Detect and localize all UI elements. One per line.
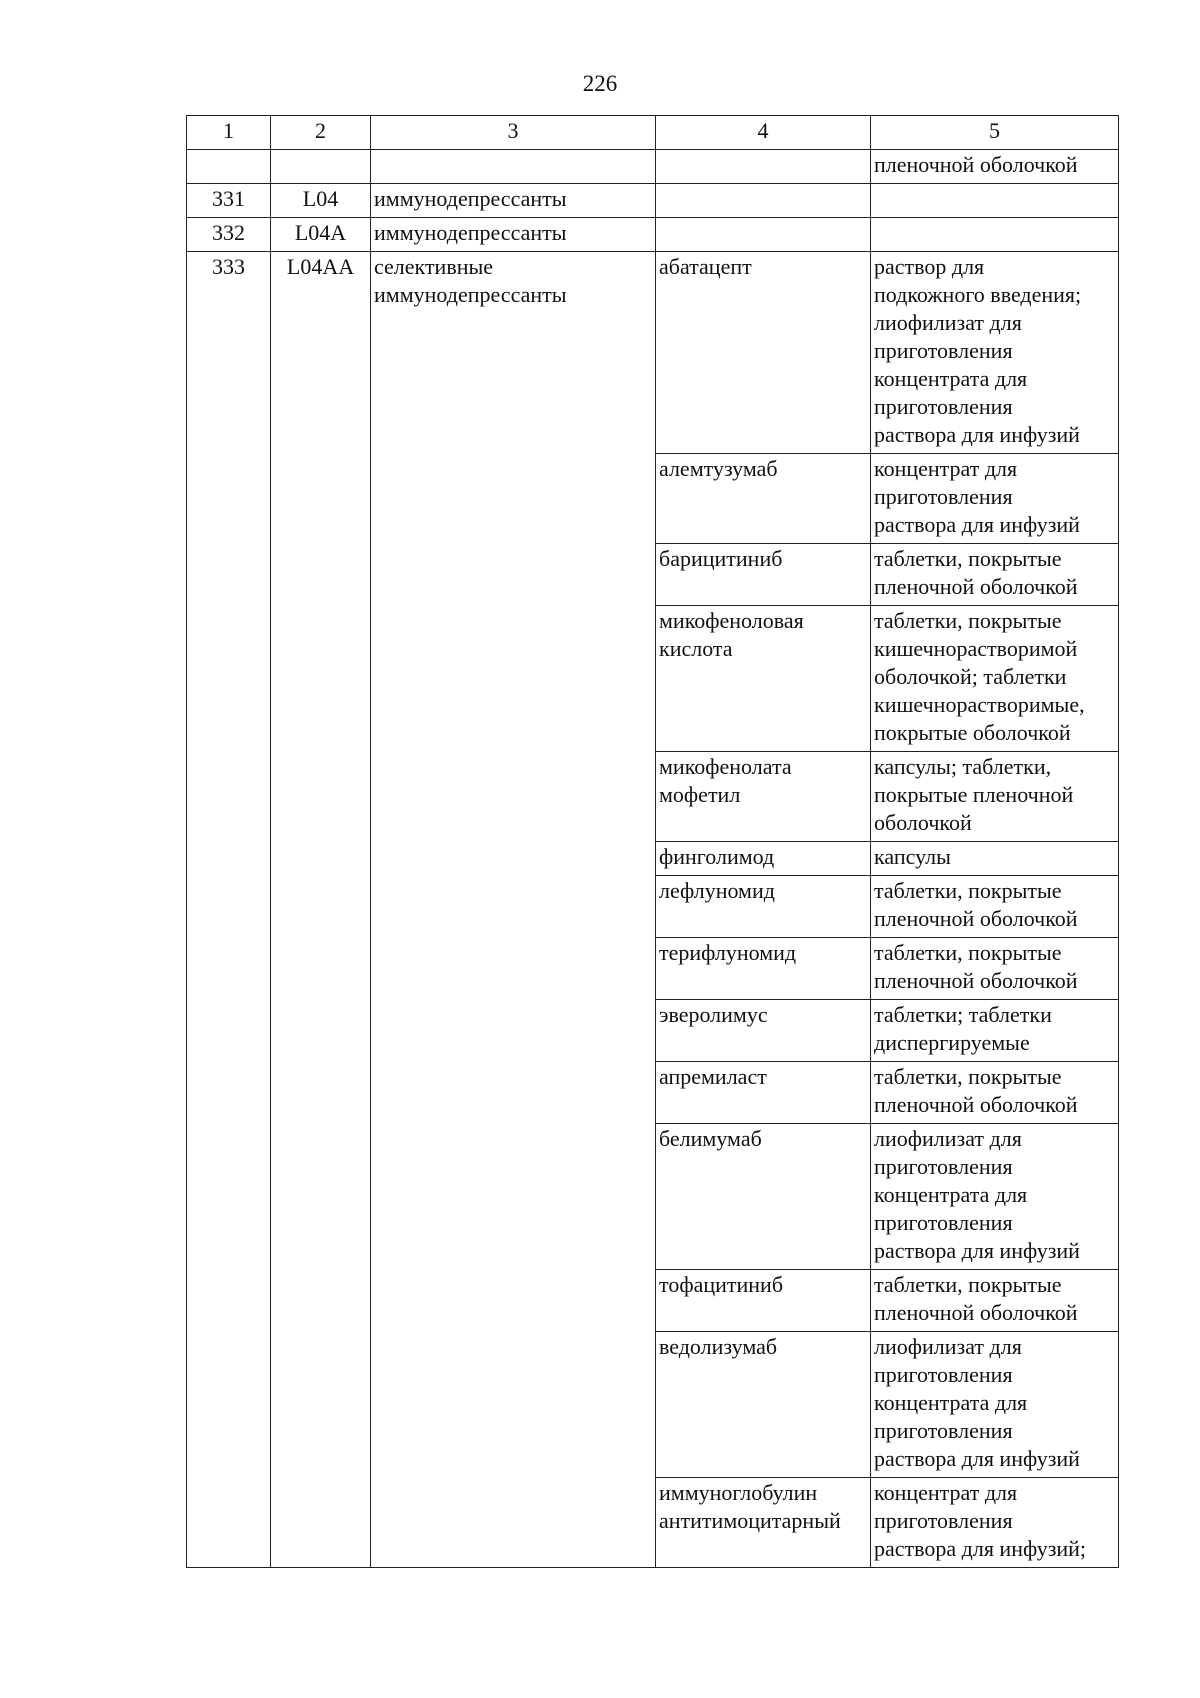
- row-number-cell: 333: [187, 252, 271, 1568]
- table-row: [187, 150, 1119, 184]
- dosage-form-cell: раствор для подкожного введения; лиофилизат для приготовления концентрата для приготовления раствора для инфузий: [871, 252, 1119, 454]
- drug-name-cell: терифлуномид: [656, 938, 871, 1000]
- atc-code-cell: L04: [271, 184, 371, 218]
- row-number-cell: [187, 150, 271, 184]
- dosage-form-cell: концентрат для приготовления раствора для инфузий;: [871, 1478, 1119, 1568]
- page-number: 226: [582, 71, 618, 96]
- atc-group-cell: селективные иммунодепрессанты: [371, 252, 656, 1568]
- dosage-form-cell: капсулы; таблетки, покрытые пленочной оболочкой: [871, 752, 1119, 842]
- drug-name-cell: абатацепт: [656, 252, 871, 454]
- drug-name-cell: лефлуномид: [656, 876, 871, 938]
- dosage-form-cell: таблетки; таблетки диспергируемые: [871, 1000, 1119, 1062]
- drug-name-cell: барицитиниб: [656, 544, 871, 606]
- dosage-form-cell: пленочной оболочкой: [871, 150, 1119, 184]
- header-cell-2: 2: [271, 116, 371, 150]
- medication-table: [186, 115, 1119, 1568]
- atc-group-cell: иммунодепрессанты: [371, 218, 656, 252]
- header-cell-3: 3: [371, 116, 656, 150]
- drug-name-cell: иммуноглобулин антитимоцитарный: [656, 1478, 871, 1568]
- row-number-cell: 332: [187, 218, 271, 252]
- dosage-form-cell: таблетки, покрытые кишечнорастворимой оболочкой; таблетки кишечнорастворимые, покрытые оболочкой: [871, 606, 1119, 752]
- header-row: [187, 116, 1119, 150]
- drug-name-cell: апремиласт: [656, 1062, 871, 1124]
- drug-name-cell: алемтузумаб: [656, 454, 871, 544]
- dosage-form-cell: таблетки, покрытые пленочной оболочкой: [871, 1062, 1119, 1124]
- drug-name-cell: ведолизумаб: [656, 1332, 871, 1478]
- table-row: [187, 184, 1119, 218]
- header-cell-4: 4: [656, 116, 871, 150]
- drug-name-cell: [656, 184, 871, 218]
- header-cell-5: 5: [871, 116, 1119, 150]
- drug-name-cell: [656, 218, 871, 252]
- table-row: [187, 252, 1119, 454]
- dosage-form-cell: концентрат для приготовления раствора для инфузий: [871, 454, 1119, 544]
- atc-code-cell: L04A: [271, 218, 371, 252]
- drug-name-cell: [656, 150, 871, 184]
- header-cell-1: 1: [187, 116, 271, 150]
- drug-name-cell: микофеноловая кислота: [656, 606, 871, 752]
- drug-name-cell: микофенолата мофетил: [656, 752, 871, 842]
- dosage-form-cell: лиофилизат для приготовления концентрата для приготовления раствора для инфузий: [871, 1332, 1119, 1478]
- atc-group-cell: [371, 150, 656, 184]
- dosage-form-cell: таблетки, покрытые пленочной оболочкой: [871, 876, 1119, 938]
- drug-name-cell: тофацитиниб: [656, 1270, 871, 1332]
- dosage-form-cell: [871, 218, 1119, 252]
- dosage-form-cell: таблетки, покрытые пленочной оболочкой: [871, 544, 1119, 606]
- dosage-form-cell: таблетки, покрытые пленочной оболочкой: [871, 1270, 1119, 1332]
- row-number-cell: 331: [187, 184, 271, 218]
- dosage-form-cell: лиофилизат для приготовления концентрата для приготовления раствора для инфузий: [871, 1124, 1119, 1270]
- drug-name-cell: финголимод: [656, 842, 871, 876]
- dosage-form-cell: капсулы: [871, 842, 1119, 876]
- drug-name-cell: эверолимус: [656, 1000, 871, 1062]
- drug-name-cell: белимумаб: [656, 1124, 871, 1270]
- table-row: [187, 218, 1119, 252]
- atc-group-cell: иммунодепрессанты: [371, 184, 656, 218]
- dosage-form-cell: таблетки, покрытые пленочной оболочкой: [871, 938, 1119, 1000]
- atc-code-cell: L04AA: [271, 252, 371, 1568]
- dosage-form-cell: [871, 184, 1119, 218]
- atc-code-cell: [271, 150, 371, 184]
